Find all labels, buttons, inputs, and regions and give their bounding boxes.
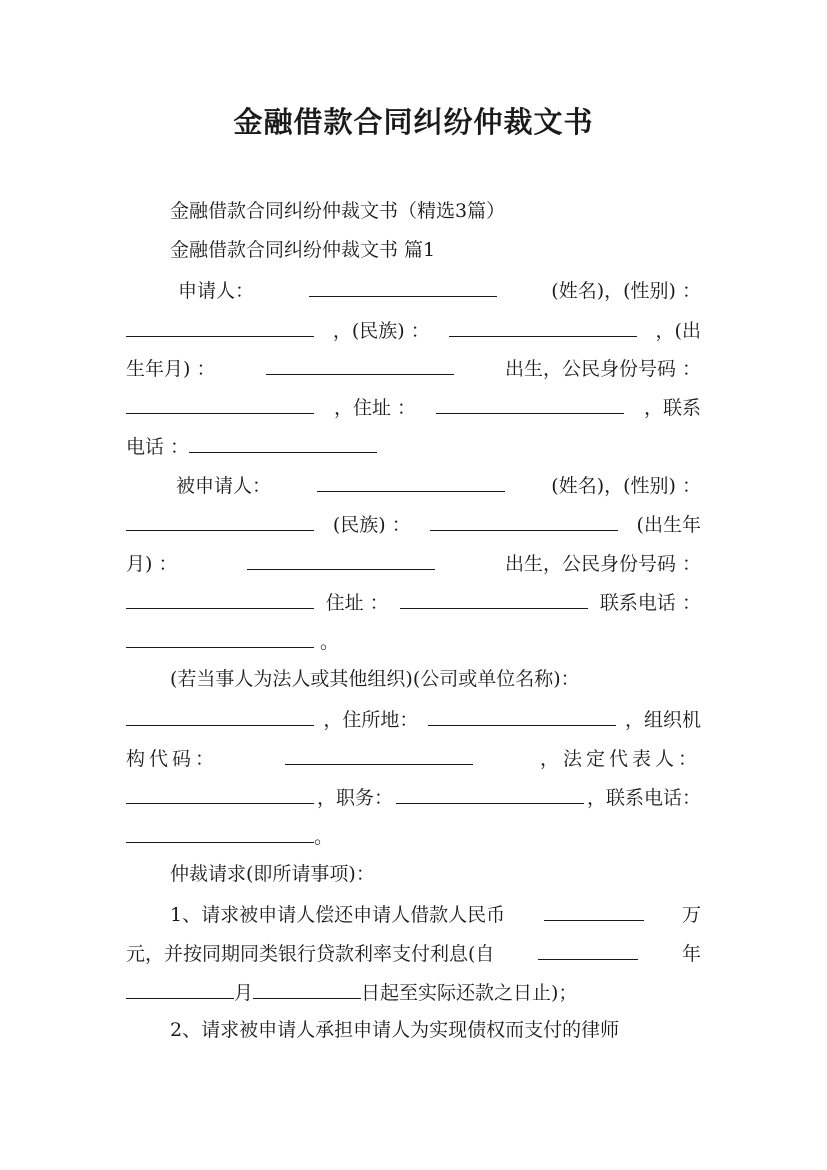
org-line-5 xyxy=(126,822,701,850)
respondent-name-blank xyxy=(317,471,505,492)
claim-1-text-d: 年 xyxy=(681,943,701,965)
claim-1-line-1 xyxy=(170,900,701,928)
applicant-id-label: 出生，公民身份号码 ： xyxy=(504,358,701,380)
org-phone-blank xyxy=(126,822,314,843)
applicant-address-label: ，住址 ： xyxy=(333,397,417,419)
applicant-line-3 xyxy=(126,354,701,382)
org-code-label: 构代码： xyxy=(126,748,219,770)
respondent-ethnicity-label: (民族) ： xyxy=(332,514,411,536)
applicant-name-blank xyxy=(309,276,497,297)
org-legal-rep-blank xyxy=(126,783,314,804)
respondent-address-blank xyxy=(400,588,588,609)
applicant-phone-blank xyxy=(189,432,377,453)
org-line-4 xyxy=(126,783,701,811)
org-legal-rep-label: ，法定代表人： xyxy=(539,748,701,770)
applicant-contact-open: ，联系 xyxy=(643,397,701,419)
claim-1-text-c: 元，并按同期同类银行贷款利率支付利息(自 xyxy=(126,943,495,965)
applicant-birth-label: 生年月) ： xyxy=(126,358,216,380)
org-position-blank xyxy=(396,783,584,804)
applicant-ethnicity-label: ，(民族) ： xyxy=(332,320,430,342)
applicant-ethnicity-blank xyxy=(449,316,637,337)
org-code-blank xyxy=(285,744,473,765)
org-end: 。 xyxy=(314,826,334,848)
claim-2-line-1: 2、请求被申请人承担申请人为实现债权而支付的律师 xyxy=(170,1019,620,1041)
respondent-gender-blank xyxy=(126,510,314,531)
applicant-address-blank xyxy=(436,393,624,414)
org-intro: (若当事人为法人或其他组织)(公司或单位名称)： xyxy=(170,668,580,690)
claim-1-text-a: 1、请求被申请人偿还申请人借款人民币 xyxy=(170,904,506,926)
claim-1-line-2 xyxy=(126,939,701,967)
claim-1-day-blank xyxy=(253,978,361,999)
org-contact-label: ，联系电话： xyxy=(586,787,701,809)
applicant-line-1 xyxy=(178,276,701,304)
respondent-ethnicity-blank xyxy=(430,510,618,531)
claim-1-amount-blank xyxy=(544,900,644,921)
applicant-birth-blank xyxy=(266,354,454,375)
document-subtitle: 金融借款合同纠纷仲裁文书（精选3篇） xyxy=(170,200,506,222)
claim-1-line-3 xyxy=(126,978,701,1006)
applicant-line-5 xyxy=(126,432,701,460)
claim-1-year-blank xyxy=(538,939,638,960)
org-position-label: ，职务： xyxy=(316,787,393,809)
applicant-label: 申请人： xyxy=(178,280,255,302)
claim-1-text-b: 万 xyxy=(681,904,701,926)
org-address-blank xyxy=(428,705,616,726)
respondent-line-4 xyxy=(126,588,701,616)
org-address-label: ，住所地： xyxy=(323,709,419,731)
org-name-blank xyxy=(126,705,314,726)
respondent-birth-label: 月) ： xyxy=(126,553,178,575)
org-code-open: ，组织机 xyxy=(624,709,701,731)
respondent-name-hint: (姓名)，(性别) ： xyxy=(551,475,701,497)
applicant-id-blank xyxy=(126,393,314,414)
applicant-name-hint: (姓名)，(性别) ： xyxy=(551,280,701,302)
applicant-birth-open: ，(出 xyxy=(655,320,701,342)
section-heading: 金融借款合同纠纷仲裁文书 篇1 xyxy=(170,239,436,261)
respondent-phone-blank xyxy=(126,627,314,648)
applicant-phone-label: 电话 ： xyxy=(126,436,190,458)
document-title: 金融借款合同纠纷仲裁文书 xyxy=(233,105,594,139)
respondent-line-2 xyxy=(126,510,701,538)
applicant-gender-blank xyxy=(126,316,314,337)
respondent-line-1 xyxy=(176,471,701,499)
claim-1-month-blank xyxy=(126,978,234,999)
respondent-address-label: 住址 ： xyxy=(325,592,389,614)
claim-1-text-f: 日起至实际还款之日止)； xyxy=(361,982,578,1004)
respondent-id-label: 出生，公民身份号码 ： xyxy=(504,553,701,575)
respondent-contact-label: 联系电话 ： xyxy=(599,592,701,614)
applicant-line-2 xyxy=(126,316,701,344)
respondent-end: 。 xyxy=(320,631,340,653)
respondent-label: 被申请人： xyxy=(176,475,272,497)
claims-heading: 仲裁请求(即所请事项)： xyxy=(170,863,375,885)
org-line-3 xyxy=(126,744,701,772)
claim-1-text-e: 月 xyxy=(234,982,254,1004)
org-line-2 xyxy=(126,705,701,733)
respondent-id-blank xyxy=(126,588,314,609)
respondent-birth-blank xyxy=(247,549,435,570)
respondent-birth-open: (出生年 xyxy=(636,514,701,536)
applicant-line-4 xyxy=(126,393,701,421)
respondent-line-5 xyxy=(126,627,701,655)
respondent-line-3 xyxy=(126,549,701,577)
